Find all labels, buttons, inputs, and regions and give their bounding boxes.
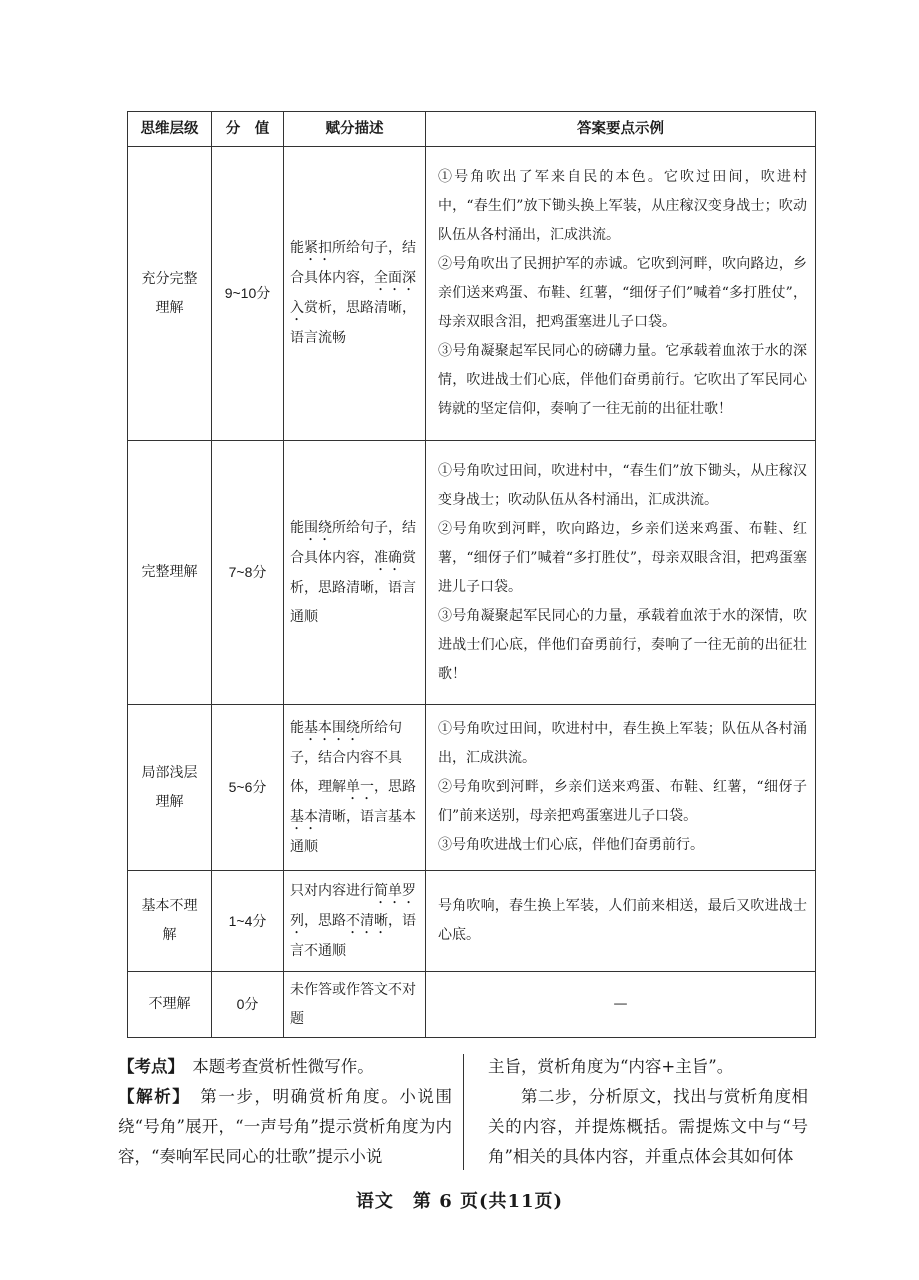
answer-point: ①号角吹出了军来自民的本色。它吹过田间，吹进村中，“春生们”放下锄头换上军装，从庄稼汉变身战士；吹动队伍从各村涌出，汇成洪流。 (438, 169, 807, 243)
jiexi-paragraph (118, 1082, 452, 1172)
answer-point: ②号角吹到河畔，吹向路边，乡亲们送来鸡蛋、布鞋、红薯，“细伢子们”喊着“多打胜仗”，母亲双眼含泪，把鸡蛋塞进儿子口袋。 (438, 520, 807, 595)
answer-cell (426, 441, 816, 705)
answer-point: ②号角吹出了民拥护军的赤诚。它吹到河畔，吹向路边，乡亲们送来鸡蛋、布鞋、红薯，“细伢子们”喊着“多打胜仗”，母亲双眼含泪，把鸡蛋塞进儿子口袋。 (438, 256, 807, 330)
table-row (128, 147, 816, 441)
level-cell: 完整理解 (128, 441, 212, 705)
level-cell: 局部浅层理解 (128, 705, 212, 871)
score-cell: 1~4分 (212, 871, 284, 972)
answer-cell (426, 705, 816, 871)
table-row (128, 972, 816, 1038)
kaodian-paragraph (118, 1052, 452, 1082)
table-row (128, 441, 816, 705)
level-cell: 基本不理解 (128, 871, 212, 972)
column-divider (463, 1054, 464, 1170)
analysis-right-column (488, 1052, 808, 1172)
table-header-row (128, 112, 816, 147)
table-row (128, 705, 816, 871)
score-cell: 0分 (212, 972, 284, 1038)
score-cell: 9~10分 (212, 147, 284, 441)
answer-point: ③号角凝聚起军民同心的磅礴力量。它承载着血浓于水的深情，吹进战士们心底，伴他们奋勇前行。它吹出了军民同心铸就的坚定信仰，奏响了一往无前的出征壮歌！ (438, 343, 807, 417)
answer-point: ①号角吹过田间，吹进村中，春生换上军装；队伍从各村涌出，汇成洪流。 (438, 721, 807, 766)
desc-cell: 未作答或作答文不对题 (284, 972, 426, 1038)
step-two-paragraph: 第二步，分析原文，找出与赏析角度相关的内容，并提炼概括。需提炼文中与“号角”相关的具体内容，并重点体会其如何体 (488, 1087, 808, 1166)
jiexi-tag: 【解析】 (118, 1087, 183, 1106)
answer-point: 号角吹响，春生换上军装，人们前来相送，最后又吹进战士心底。 (438, 898, 807, 943)
level-cell: 不理解 (128, 972, 212, 1038)
answer-point: ③号角凝聚起军民同心的力量，承载着血浓于水的深情，吹进战士们心底，伴他们奋勇前行，奏响了一往无前的出征壮歌！ (438, 607, 807, 682)
score-cell: 5~6分 (212, 705, 284, 871)
analysis-left-column (118, 1052, 452, 1172)
kaodian-tag: 【考点】 (118, 1057, 176, 1076)
answer-point: ①号角吹过田间，吹进村中，“春生们”放下锄头，从庄稼汉变身战士；吹动队伍从各村涌出，汇成洪流。 (438, 462, 807, 508)
continued-text: 主旨，赏析角度为“内容+主旨”。 (488, 1057, 734, 1076)
jiexi-text: 第一步，明确赏析角度。小说围绕“号角”展开，“一声号角”提示赏析角度为内容，“奏响军民同心的壮歌”提示小说 (118, 1087, 453, 1166)
answer-point: ③号角吹进战士们心底，伴他们奋勇前行。 (438, 837, 704, 853)
header-desc: 赋分描述 (284, 112, 426, 147)
kaodian-text: 本题考查赏析性微写作。 (192, 1057, 374, 1076)
desc-cell: 能紧扣所给句子，结合具体内容，全面深入赏析，思路清晰，语言流畅 (284, 147, 426, 441)
header-score: 分 值 (212, 112, 284, 147)
answer-cell: — (426, 972, 816, 1038)
page-footer: 语文 第 6 页(共11页) (355, 1191, 564, 1212)
table-row (128, 871, 816, 972)
score-cell: 7~8分 (212, 441, 284, 705)
level-cell: 充分完整理解 (128, 147, 212, 441)
scoring-rubric-table (127, 111, 816, 1038)
desc-cell: 能围绕所给句子，结合具体内容，准确赏析，思路清晰，语言通顺 (284, 441, 426, 705)
answer-point: ②号角吹到河畔，乡亲们送来鸡蛋、布鞋、红薯，“细伢子们”前来送别，母亲把鸡蛋塞进儿子口袋。 (438, 779, 807, 824)
header-level: 思维层级 (128, 112, 212, 147)
desc-cell: 只对内容进行简单罗列，思路不清晰，语言不通顺 (284, 871, 426, 972)
header-answer: 答案要点示例 (426, 112, 816, 147)
desc-cell: 能基本围绕所给句子，结合内容不具体，理解单一，思路基本清晰，语言基本通顺 (284, 705, 426, 871)
answer-cell (426, 147, 816, 441)
answer-cell (426, 871, 816, 972)
